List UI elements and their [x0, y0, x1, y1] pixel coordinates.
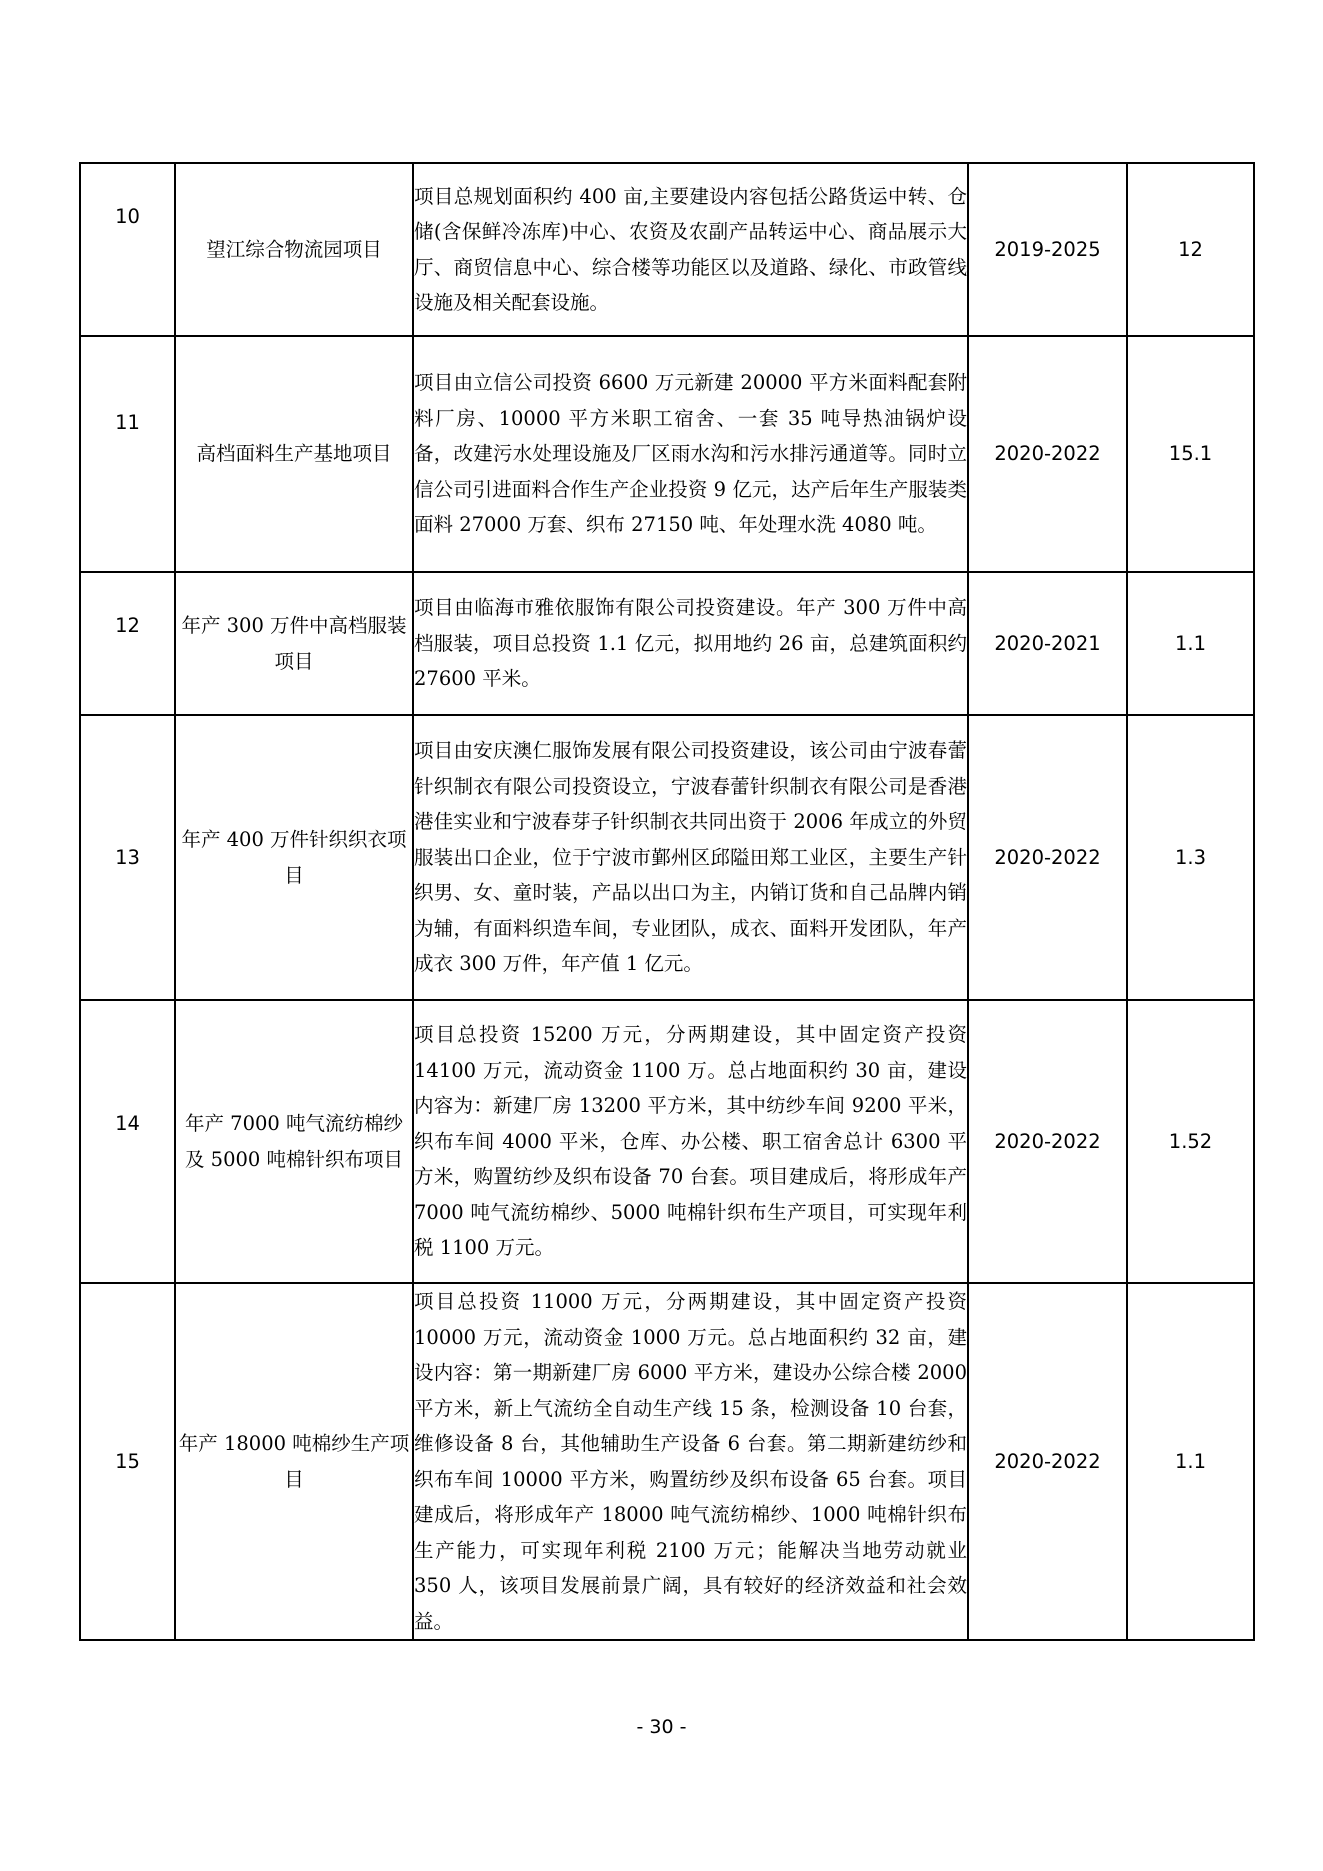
construction-period: 2019-2025	[968, 163, 1127, 336]
table-row	[80, 715, 1254, 1000]
investment-amount: 1.3	[1127, 715, 1254, 1000]
construction-period: 2020-2022	[968, 1283, 1127, 1640]
construction-period: 2020-2022	[968, 715, 1127, 1000]
construction-period: 2020-2022	[968, 1000, 1127, 1283]
project-description: 项目由立信公司投资 6600 万元新建 20000 平方米面料配套附料厂房、10000 平方米职工宿舍、一套 35 吨导热油锅炉设备，改建污水处理设施及厂区雨水沟和污水排污通道等。同时立信公司引进面料合作生产企业投资 9 亿元，达产后年生产服装类面料 27000 万套、织布 27150 吨、年处理水洗 4080 吨。	[413, 336, 968, 572]
project-table	[79, 162, 1255, 1641]
construction-period: 2020-2021	[968, 572, 1127, 715]
table-row	[80, 163, 1254, 336]
project-description: 项目总规划面积约 400 亩,主要建设内容包括公路货运中转、仓储(含保鲜冷冻库)中心、农资及农副产品转运中心、商品展示大厅、商贸信息中心、综合楼等功能区以及道路、绿化、市政管线设施及相关配套设施。	[413, 163, 968, 336]
investment-amount: 12	[1127, 163, 1254, 336]
row-number: 14	[80, 1000, 175, 1283]
project-name: 年产 400 万件针织织衣项目	[175, 715, 413, 1000]
row-number: 11	[80, 336, 175, 572]
row-number: 10	[80, 163, 175, 336]
construction-period: 2020-2022	[968, 336, 1127, 572]
investment-amount: 1.1	[1127, 572, 1254, 715]
table-row	[80, 1000, 1254, 1283]
table-row	[80, 1283, 1254, 1640]
project-name: 望江综合物流园项目	[175, 163, 413, 336]
project-description: 项目总投资 11000 万元，分两期建设，其中固定资产投资 10000 万元，流动资金 1000 万元。总占地面积约 32 亩，建设内容：第一期新建厂房 6000 平方米，建设办公综合楼 2000 平方米，新上气流纺全自动生产线 15 条，检测设备 10 台套，维修设备 8 台，其他辅助生产设备 6 台套。第二期新建纺纱和织布车间 10000 平方米，购置纺纱及织布设备 65 台套。项目建成后，将形成年产 18000 吨气流纺棉纱、1000 吨棉针织布生产能力，可实现年利税 2100 万元；能解决当地劳动就业 350 人，该项目发展前景广阔，具有较好的经济效益和社会效益。	[413, 1283, 968, 1640]
project-name: 高档面料生产基地项目	[175, 336, 413, 572]
project-name: 年产 300 万件中高档服装项目	[175, 572, 413, 715]
row-number: 12	[80, 572, 175, 715]
project-description: 项目由安庆澳仁服饰发展有限公司投资建设，该公司由宁波春蕾针织制衣有限公司投资设立，宁波春蕾针织制衣有限公司是香港港佳实业和宁波春芽子针织制衣共同出资于 2006 年成立的外贸服装出口企业，位于宁波市鄞州区邱隘田郑工业区，主要生产针织男、女、童时装，产品以出口为主，内销订货和自己品牌内销为辅，有面料织造车间，专业团队，成衣、面料开发团队，年产成衣 300 万件，年产值 1 亿元。	[413, 715, 968, 1000]
row-number: 15	[80, 1283, 175, 1640]
table-row	[80, 336, 1254, 572]
investment-amount: 1.52	[1127, 1000, 1254, 1283]
project-name: 年产 18000 吨棉纱生产项目	[175, 1283, 413, 1640]
investment-amount: 15.1	[1127, 336, 1254, 572]
project-name: 年产 7000 吨气流纺棉纱及 5000 吨棉针织布项目	[175, 1000, 413, 1283]
project-description: 项目总投资 15200 万元，分两期建设，其中固定资产投资 14100 万元，流动资金 1100 万。总占地面积约 30 亩，建设内容为：新建厂房 13200 平方米，其中纺纱车间 9200 平米，织布车间 4000 平米，仓库、办公楼、职工宿舍总计 6300 平方米，购置纺纱及织布设备 70 台套。项目建成后，将形成年产 7000 吨气流纺棉纱、5000 吨棉针织布生产项目，可实现年利税 1100 万元。	[413, 1000, 968, 1283]
page-number: - 30 -	[636, 1716, 687, 1738]
row-number: 13	[80, 715, 175, 1000]
project-description: 项目由临海市雅依服饰有限公司投资建设。年产 300 万件中高档服装，项目总投资 1.1 亿元，拟用地约 26 亩，总建筑面积约 27600 平米。	[413, 572, 968, 715]
investment-amount: 1.1	[1127, 1283, 1254, 1640]
table-row	[80, 572, 1254, 715]
